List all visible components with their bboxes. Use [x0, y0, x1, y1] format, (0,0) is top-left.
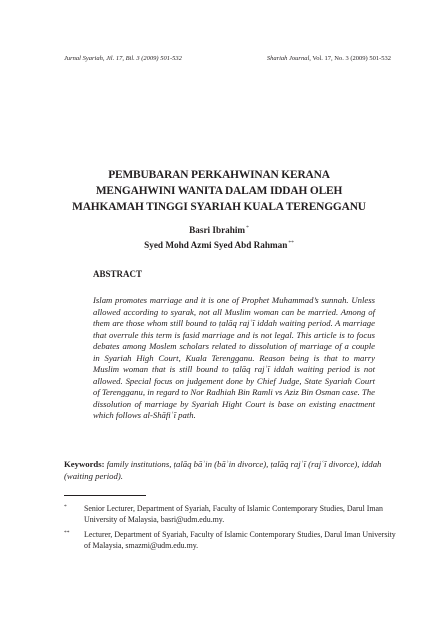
running-header-left: Jurnal Syariah, Jil. 17, Bil. 3 (2009) 501-532 — [64, 55, 182, 62]
running-header — [64, 55, 391, 62]
article-title — [40, 167, 398, 215]
title-line: MAHKAMAH TINGGI SYARIAH KUALA TERENGGANU — [72, 201, 366, 213]
footnote-divider — [64, 495, 146, 496]
author-name: Syed Mohd Azmi Syed Abd Rahman — [144, 240, 288, 250]
author-line — [40, 222, 398, 237]
author-footnote-mark: * — [246, 225, 249, 231]
running-header-journal: Shariah Journal — [266, 55, 310, 62]
footnote — [64, 503, 396, 525]
keywords — [64, 458, 382, 482]
title-line: PEMBUBARAN PERKAHWINAN KERANA — [108, 169, 330, 181]
author-name: Basri Ibrahim — [189, 225, 246, 235]
author-block — [40, 222, 398, 252]
author-line — [40, 237, 398, 252]
footnote-text: Senior Lecturer, Department of Syariah, Faculty of Islamic Contemporary Studies, Darul Iman University of Malaysia, basri@udm.edu.my. — [84, 504, 384, 524]
title-line: MENGAHWINI WANITA DALAM IDDAH OLEH — [95, 185, 343, 197]
abstract-body: Islam promotes marriage and it is one of Prophet Muhammad’s sunnah. Unless allowed according to syarak, not all Muslim woman can be married. Among of them are those whom still bound to ṭalāq rajʿī iddah waiting period. A marriage that overrule this term is fasid marriage and is not legal. This article is to focus debates among Moslem scholars related to dissolution of marriage of a couple in Syariah High Court, Kuala Terengganu. Reason being is that to marry Muslim woman that is still bound to ṭalāq rajʿī iddah waiting period is not allowed. Special focus on judgement done by Chief Judge, State Syariah Court of Terengganu, in regard to Nor Radhiah Bin Ramli vs Aziz Bin Osman case. The dissolution of marriage by Syariah Hight Court is base on existing enactment which follows al-Shāfiʿī path. — [93, 295, 375, 421]
author-footnote-mark: ** — [288, 240, 294, 246]
abstract-heading: ABSTRACT — [93, 269, 143, 279]
keywords-text: family institutions, ṭalāq bāʾin (bāʾin divorce), ṭalāq rajʿī (rajʿī divorce), iddah (waiting period). — [64, 459, 382, 481]
footnote — [64, 529, 396, 551]
footnote-mark: * — [64, 504, 67, 510]
keywords-label: Keywords: — [64, 459, 105, 469]
footnote-mark: ** — [64, 530, 70, 536]
running-header-volume: , Vol. 17, No. 3 (2009) 501-532 — [309, 55, 391, 62]
footnote-text: Lecturer, Department of Syariah, Faculty of Islamic Contemporary Studies, Darul Iman University of Malaysia, smazmi@udm.edu.my. — [84, 530, 396, 550]
running-header-right — [267, 55, 391, 62]
